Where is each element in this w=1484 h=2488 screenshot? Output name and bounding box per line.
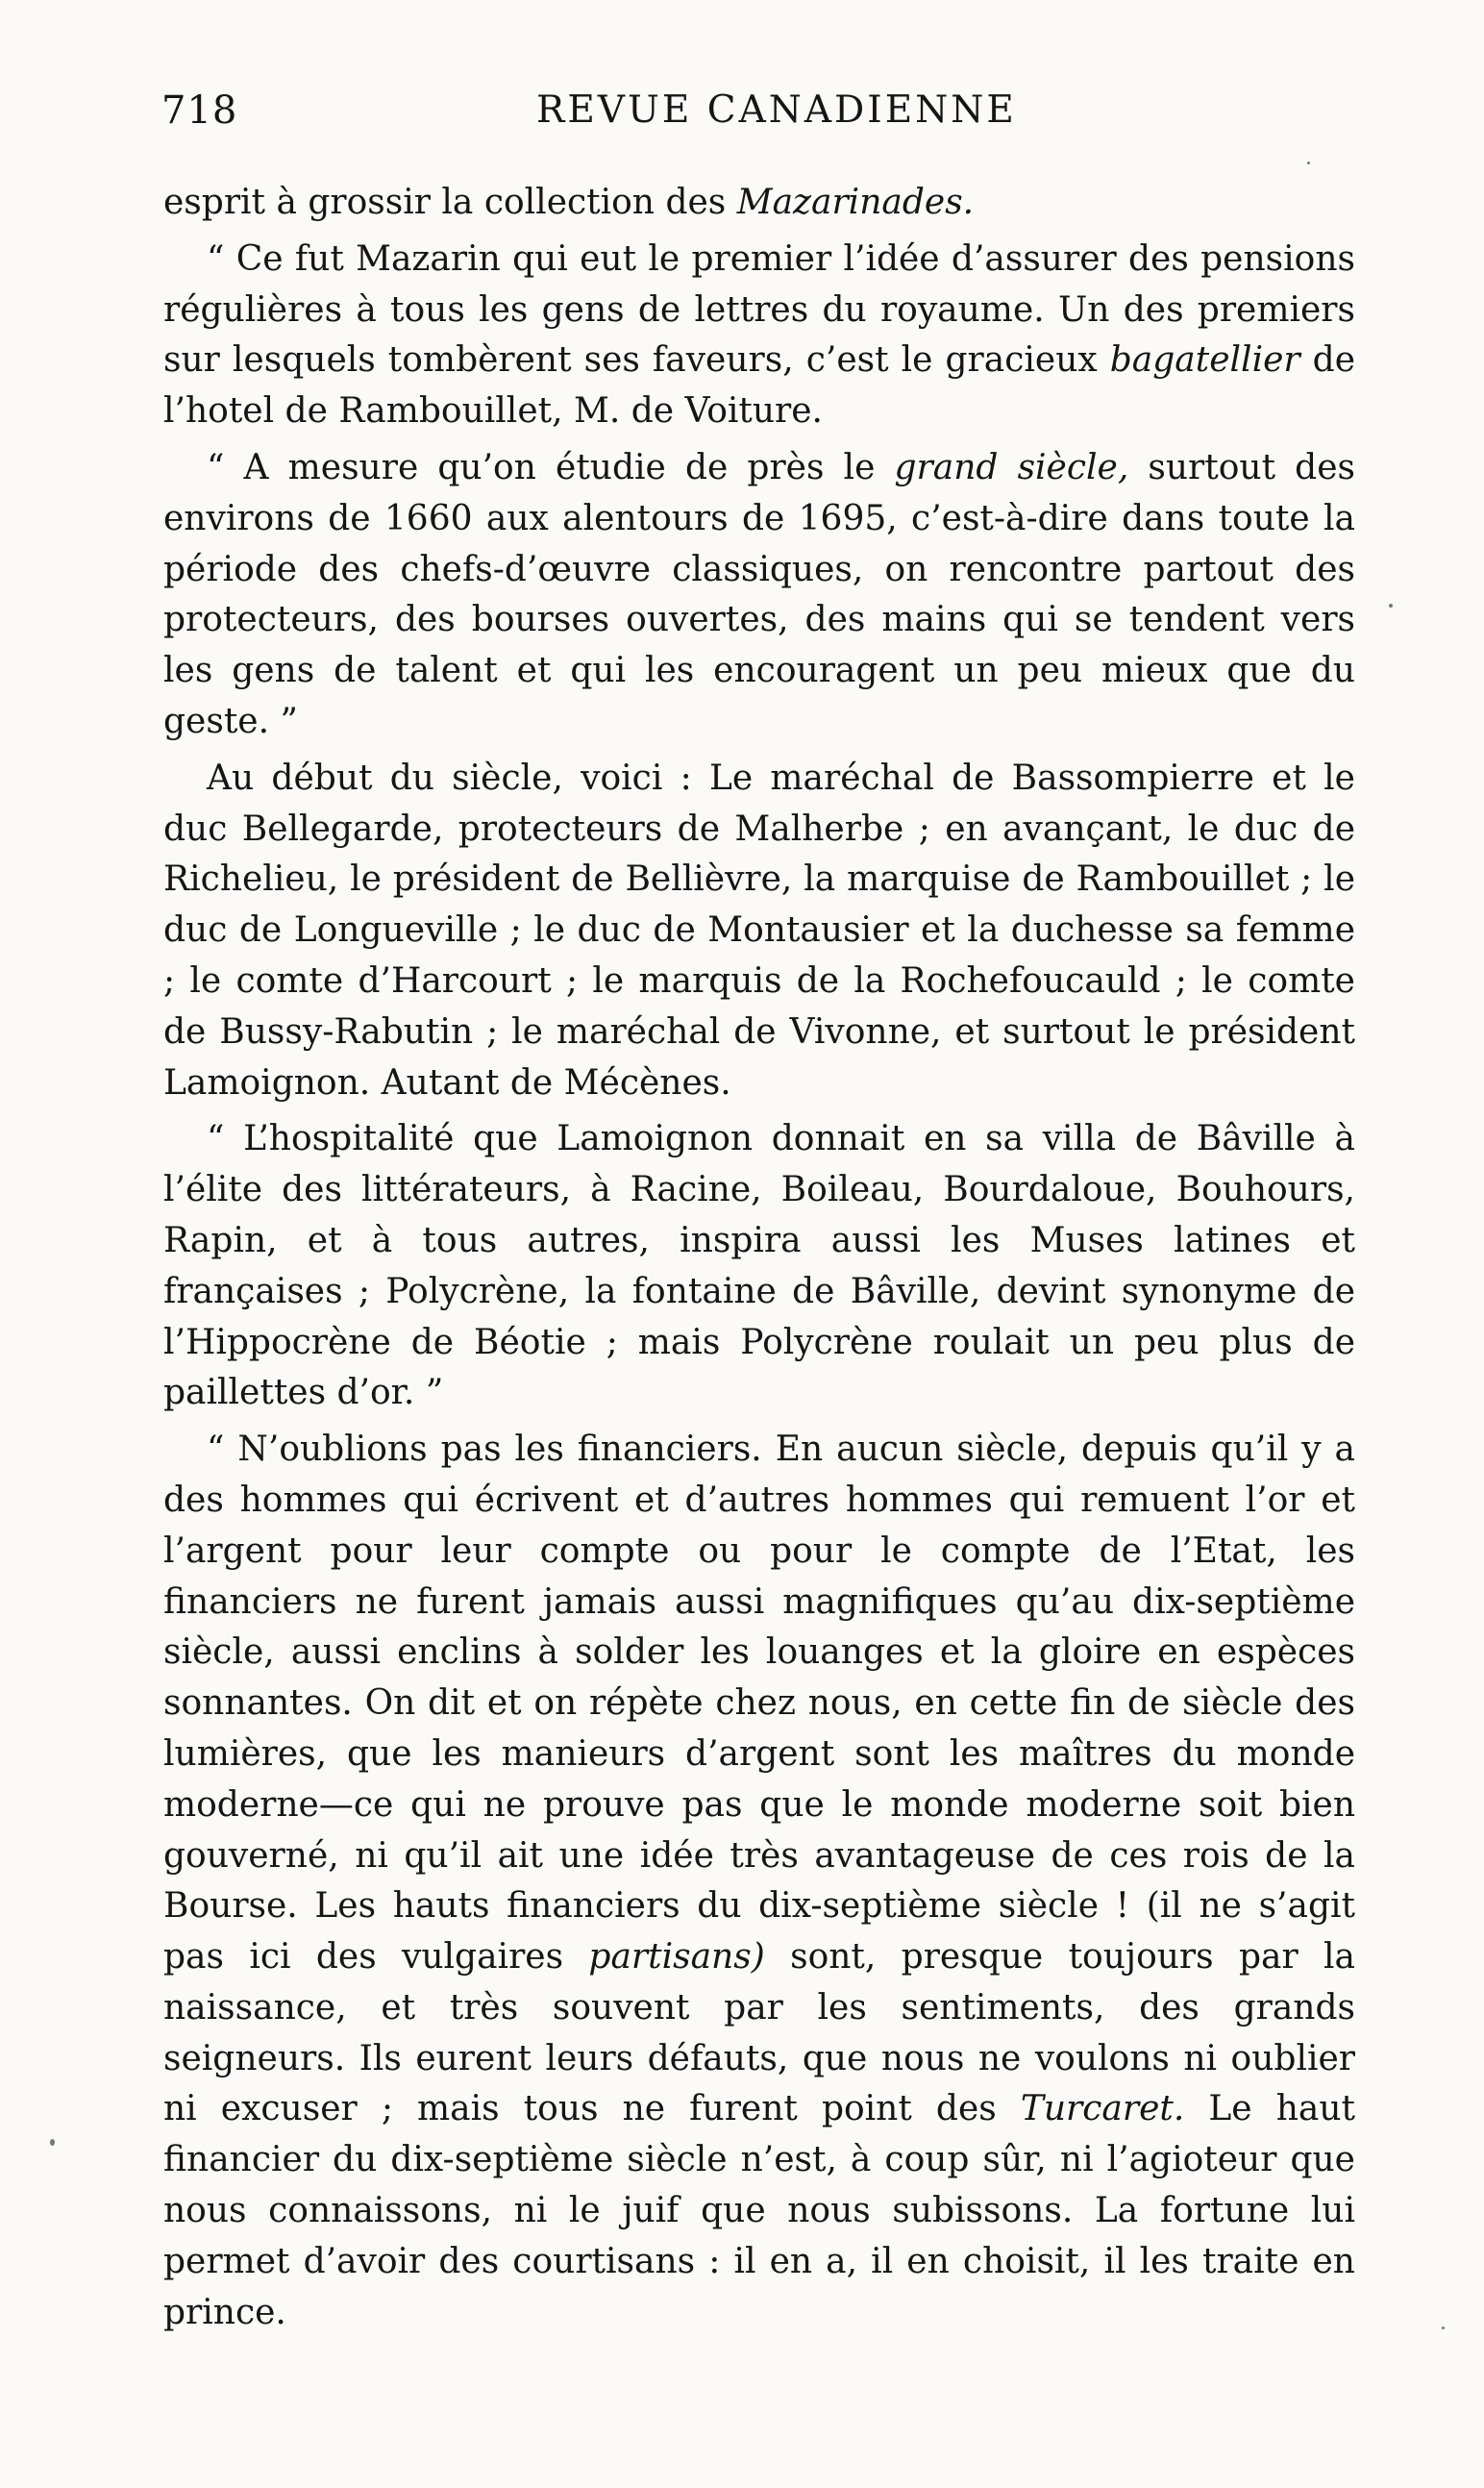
paper-speck <box>1389 604 1393 608</box>
paragraph-3-text-end: surtout des environs de 1660 aux alentours de 1695, c’est-à-dire dans toute la période des chefs-d’œuvre classiques, on rencontre partout des protecteurs, des bourses ouvertes, des mains qui se tendent vers les gens de talent et qui les encouragent un peu mieux que du geste. ” <box>163 447 1355 741</box>
paragraph-2-italic: bagatellier <box>1109 340 1300 381</box>
paragraph-1 <box>163 178 1355 229</box>
paragraph-2 <box>163 235 1355 437</box>
paragraph-2-text: “ Ce fut Mazarin qui eut le premier l’idée d’assurer des pensions régulières à tous les gens de lettres du royaume. Un des premiers sur lesquels tombèrent ses faveurs, c’est le gracieux <box>163 238 1355 381</box>
paragraph-5 <box>163 1114 1355 1419</box>
paragraph-6 <box>163 1425 1355 2338</box>
paragraph-1-italic: Mazarinades. <box>736 183 975 222</box>
paragraph-5-text: “ L’hospitalité que Lamoignon donnait en sa villa de Bâville à l’élite des littérateurs, à Racine, Boileau, Bourdaloue, Bouhours, Rapin, et à tous autres, inspira aussi les Muses latines et françaises ; Polycrène, la fontaine de Bâville, devint synonyme de l’Hippocrène de Béotie ; mais Polycrène roulait un peu plus de paillettes d’or. ” <box>163 1119 1355 1413</box>
paragraph-6-text-end: Le haut financier du dix-septième siècle n’est, à coup sûr, ni l’agioteur que nous connaissons, ni le juif que nous subissons. La fortune lui permet d’avoir des courtisans : il en a, il en choisit, il les traite en prince. <box>163 2089 1356 2332</box>
paragraph-4-text: Au début du siècle, voici : Le maréchal de Bassompierre et le duc Bellegarde, protecteurs de Malherbe ; en avançant, le duc de Richelieu, le président de Bellièvre, la marquise de Rambouillet ; le duc de Longueville ; le duc de Montausier et la duchesse sa femme ; le comte d’Harcourt ; le marquis de la Rochefoucauld ; le comte de Bussy-Rabutin ; le maréchal de Vivonne, et surtout le président Lamoignon. Autant de Mécènes. <box>163 758 1355 1103</box>
paragraph-4 <box>163 754 1355 1109</box>
page-number: 718 <box>161 88 238 133</box>
running-title: REVUE CANADIENNE <box>536 88 1017 132</box>
page-header <box>161 88 1353 156</box>
paper-speck <box>50 2139 55 2146</box>
body-text <box>163 178 1355 2338</box>
paragraph-6-italic-2: Turcaret. <box>1020 2089 1185 2129</box>
paragraph-2-text-end: de l’hotel de Rambouillet, M. de Voiture. <box>163 340 1355 432</box>
paragraph-6-italic: partisans) <box>588 1937 765 1978</box>
paragraph-1-text: esprit à grossir la collection des <box>163 183 737 222</box>
paragraph-3-italic: grand siècle, <box>894 447 1129 487</box>
paragraph-6-text: “ N’oublions pas les financiers. En aucun siècle, depuis qu’il y a des hommes qui écrivent et d’autres hommes qui remuent l’or et l’argent pour leur compte ou pour le compte de l’Etat, les financiers ne furent jamais aussi magnifiques qu’au dix-septième siècle, aussi enclins à solder les louanges et la gloire en espèces sonnantes. On dit et on répète chez nous, en cette fin de siècle des lumières, que les manieurs d’argent sont les maîtres du monde moderne—ce qui ne prouve pas que le monde moderne soit bien gouverné, ni qu’il ait une idée très avantageuse de ces rois de la Bourse. Les hauts financiers du dix-septième siècle ! (il ne s’agit pas ici des vulgaires <box>163 1430 1355 1978</box>
paper-speck <box>1442 2326 1445 2329</box>
paper-speck <box>1307 162 1310 164</box>
paragraph-6-text-middle: sont, presque toujours par la naissance, et très souvent par les sentiments, des grands seigneurs. Ils eurent leurs défauts, que nous ne voulons ni oublier ni excuser ; mais tous ne furent point des <box>163 1937 1355 2129</box>
paragraph-3 <box>163 443 1355 748</box>
paragraph-3-text: “ A mesure qu’on étudie de près le <box>207 447 895 487</box>
